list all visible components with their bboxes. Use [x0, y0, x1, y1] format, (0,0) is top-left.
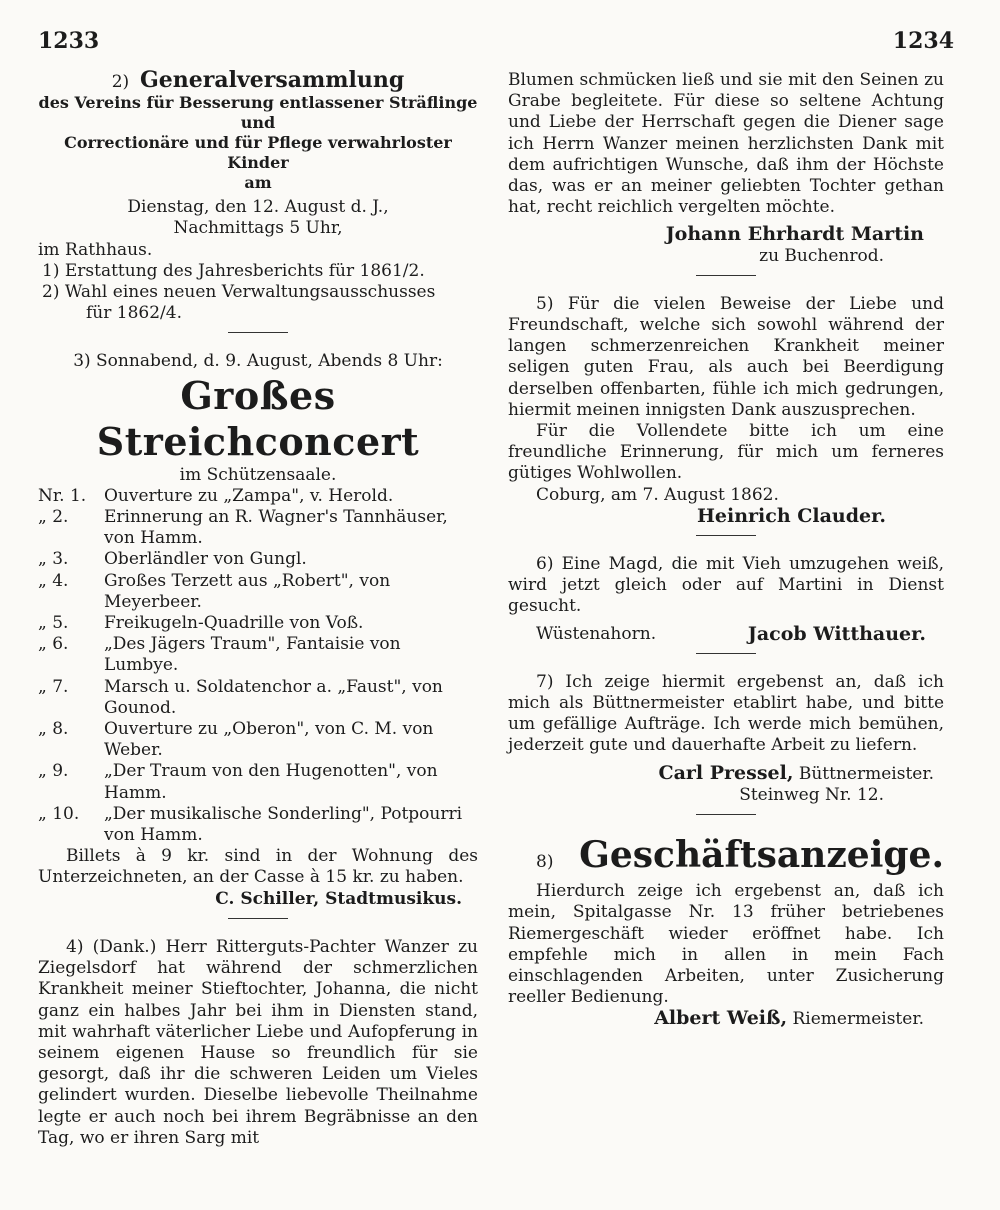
program-item-number: „ 4.	[38, 570, 69, 591]
separator	[696, 535, 756, 536]
concert-signature: C. Schiller, Stadtmusikus.	[215, 888, 462, 909]
program-item-number: „ 9.	[38, 761, 69, 782]
program-item	[38, 571, 478, 613]
thanks-signature: Johann Ehrhardt Martin	[665, 223, 924, 246]
thanks-place: zu Buchenrod.	[759, 245, 884, 266]
maid-wanted-text: 6) Eine Magd, die mit Vieh umzugehen weiß, wird jetzt gleich oder auf Martini in Dienst gesucht.	[508, 554, 944, 617]
notice-thanks-continuation: Blumen schmücken ließ und sie mit den Seinen zu Grabe begleitete. Für diese so seltene Achtung und Liebe der Herrschaft gegen die Diener sage ich Herrn Wanzer meinen herzlichsten Dank mit dem aufrichtigen Wunsche, daß ihm der Höchste das, was er an meiner geliebten Tochter gethan hat, recht reichlich vergelten möchte.	[508, 70, 944, 218]
notice-subtitle-line: des Vereins für Besserung entlassener Sträflinge und	[38, 93, 478, 133]
program-item-title: „Der musikalische Sonderling", Potpourri von Hamm.	[104, 803, 463, 846]
program-item-title: „Der Traum von den Hugenotten", von Hamm.	[104, 761, 438, 803]
program-item-title: Erinnerung an R. Wagner's Tannhäuser, von Hamm.	[104, 507, 448, 549]
cooper-text: 7) Ich zeige hiermit ergebenst an, daß ich mich als Büttnermeister etablirt habe, und bitte um gefällige Aufträge. Ich werde mich bemühen, jederzeit gute und dauerhafte Arbeit zu liefern.	[508, 671, 944, 756]
funeral-thanks-date: Coburg, am 7. August 1862.	[536, 484, 779, 505]
notice-subtitle-line: am	[244, 173, 272, 193]
notice-title: Generalversammlung	[139, 67, 405, 93]
program-item-title: „Des Jägers Traum", Fantaisie von Lumbye.	[104, 634, 401, 676]
program-item-number: „ 3.	[38, 549, 69, 570]
funeral-thanks-signature: Heinrich Clauder.	[696, 504, 886, 527]
separator	[696, 653, 756, 654]
program-item-title: Großes Terzett aus „Robert", von Meyerbeer.	[104, 570, 391, 612]
notice-concert	[38, 351, 478, 909]
notice-cooper	[508, 672, 944, 806]
notice-thanks: 4) (Dank.) Herr Ritterguts-Pachter Wanzer zu Ziegelsdorf hat während der schmerzlichen Krankheit meiner Stieftochter, Johanna, die nicht ganz ein halbes Jahr bei ihm in Diensten stand, mit wahrhaft väterlicher Liebe und Aufopferung in seinem eigenen Hause so freundlich für sie gesorgt, daß ihr die schweren Leiden um Vieles gelindert wurden. Dieselbe liebevolle Theilnahme legte er auch noch bei ihrem Begräbnisse an den Tag, wo er ihren Sarg mit	[38, 936, 478, 1148]
meeting-place: im Rathhaus.	[38, 239, 153, 260]
concert-venue: im Schützensaale.	[179, 464, 337, 485]
business-signature-title: Riemermeister.	[792, 1009, 924, 1030]
separator	[228, 918, 288, 919]
left-column	[38, 67, 478, 1149]
program-item-number: „ 7.	[38, 676, 69, 697]
notice-funeral-thanks	[508, 294, 944, 527]
program-item	[38, 613, 478, 634]
funeral-thanks-text: Für die Vollendete bitte ich um eine freundliche Erinnerung, für mich um ferneres gütiges Wohlwollen.	[508, 421, 944, 484]
separator	[228, 332, 288, 333]
program-item	[38, 761, 478, 803]
program-item-title: Ouverture zu „Zampa", v. Herold.	[104, 485, 394, 506]
program-item	[38, 677, 478, 719]
concert-tickets: Billets à 9 kr. sind in der Wohnung des Unterzeichneten, an der Casse à 15 kr. zu haben.	[38, 846, 478, 888]
program-item-title: Ouverture zu „Oberon", von C. M. von Weber.	[104, 719, 434, 761]
business-headline: Geschäftsanzeige.	[579, 834, 944, 877]
cooper-signature-name: Carl Pressel,	[658, 761, 794, 784]
program-item-number: „ 5.	[38, 613, 69, 634]
funeral-thanks-text: 5) Für die vielen Beweise der Liebe und Freundschaft, welche sich sowohl während der langen schmerzenreichen Krankheit meiner seligen guten Frau, als auch bei Beerdigung derselben offenbarten, fühle ich mich gedrungen, hiermit meinen innigsten Dank auszusprechen.	[508, 293, 944, 420]
program-item-number: „ 10.	[38, 803, 80, 824]
program-item	[38, 549, 478, 570]
program-item	[38, 634, 478, 676]
meeting-date: Dienstag, den 12. August d. J.,	[127, 197, 389, 218]
program-item	[38, 719, 478, 761]
notice-business	[508, 833, 944, 1030]
program-item	[38, 486, 478, 507]
program-item-title: Freikugeln-Quadrille von Voß.	[104, 613, 364, 634]
right-column	[508, 70, 944, 1031]
business-signature-name: Albert Weiß,	[654, 1007, 788, 1030]
program-item	[38, 804, 478, 846]
separator	[696, 275, 756, 276]
business-text: Hierdurch zeige ich ergebenst an, daß ich mein, Spitalgasse Nr. 13 früher betriebenes Riemergeschäft wieder eröffnet habe. Ich empfehle mich in allen in mein Fach einschlagenden Arbeiten, unter Zusicherung reeller Bedienung.	[508, 881, 944, 1008]
notice-general-meeting	[38, 67, 478, 324]
notice-number: 2)	[111, 72, 130, 92]
concert-program	[38, 486, 478, 846]
notice-subtitle-line: Correctionäre und für Pflege verwahrloster Kinder	[64, 133, 452, 173]
separator	[696, 814, 756, 815]
agenda-item: 1) Erstattung des Jahresberichts für 1861/2.	[42, 260, 425, 281]
program-item-title: Oberländler von Gungl.	[104, 549, 307, 570]
agenda-item: 2) Wahl eines neuen Verwaltungsausschusses	[42, 282, 436, 303]
page-number-left: 1233	[38, 28, 100, 54]
maid-wanted-signature: Jacob Witthauer.	[747, 622, 926, 645]
notice-maid-wanted	[508, 554, 944, 645]
agenda-item: für 1862/4.	[86, 303, 182, 324]
page-number-right: 1234	[892, 28, 954, 54]
program-item-number: „ 8.	[38, 719, 69, 740]
meeting-time: Nachmittags 5 Uhr,	[173, 218, 343, 239]
program-item-number: Nr. 1.	[38, 485, 87, 506]
program-item-number: „ 6.	[38, 634, 69, 655]
program-item	[38, 507, 478, 549]
concert-intro: 3) Sonnabend, d. 9. August, Abends 8 Uhr:	[73, 351, 443, 372]
business-notice-number: 8)	[536, 852, 554, 873]
program-item-title: Marsch u. Soldatenchor a. „Faust", von Gounod.	[104, 676, 443, 718]
program-item-number: „ 2.	[38, 507, 69, 528]
cooper-address: Steinweg Nr. 12.	[739, 784, 884, 805]
concert-headline: Großes Streichconcert	[96, 372, 420, 464]
maid-wanted-place: Wüstenahorn.	[536, 623, 657, 644]
cooper-signature-title: Büttnermeister.	[798, 763, 934, 784]
